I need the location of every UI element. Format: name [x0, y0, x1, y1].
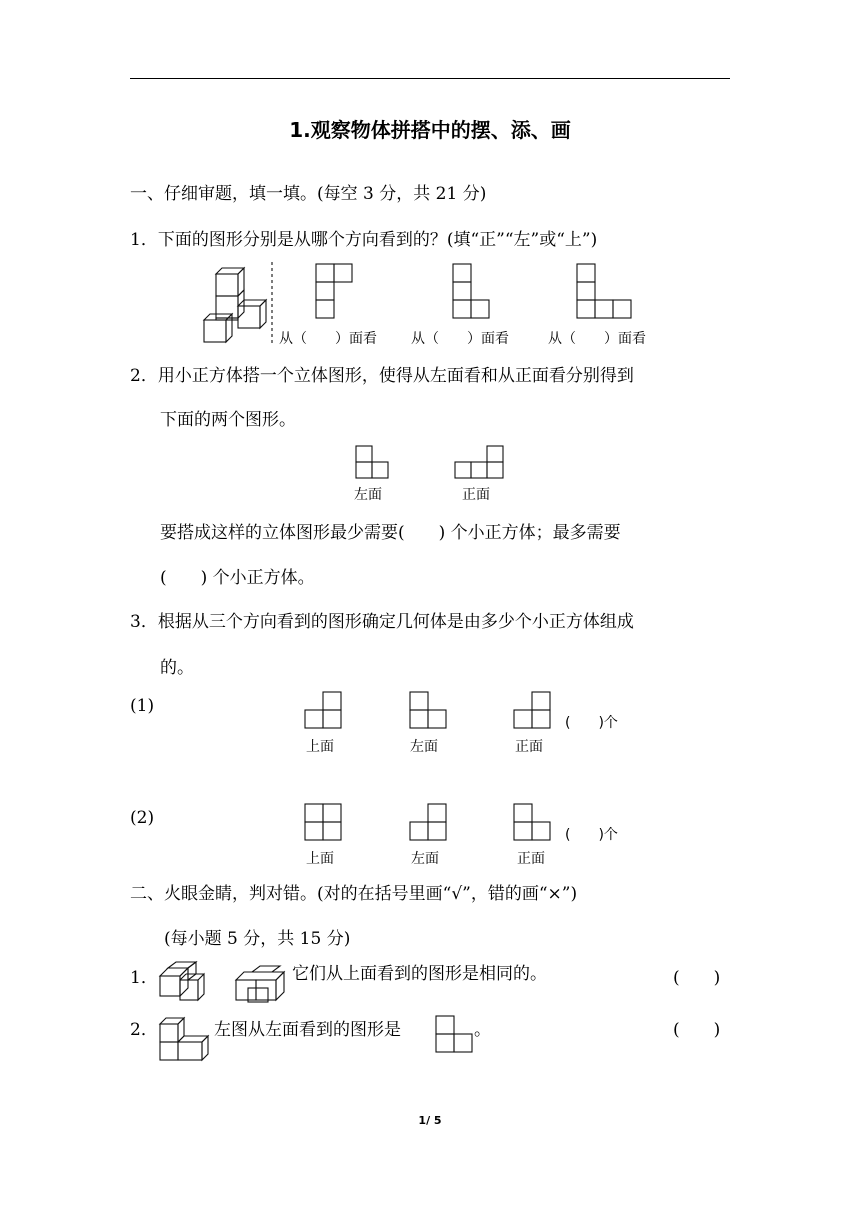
q3-sub1-front-view [514, 692, 554, 732]
q1-isometric-figure [198, 266, 273, 346]
q1-text: 1．下面的图形分别是从哪个方向看到的？(填“正”“左”或“上”) [130, 230, 598, 250]
q3-sub1-label-front: 正面 [515, 739, 543, 755]
s2-q1-figure-a [158, 962, 208, 1004]
q1-blank3[interactable]: 从（ ）面看 [548, 331, 646, 347]
section2-heading-line1: 二、火眼金睛，判对错。(对的在括号里画“√”，错的画“×”) [130, 884, 578, 904]
q2-answer-line2[interactable]: ( ) 个小正方体。 [160, 568, 315, 588]
q3-sub1-num: (1) [130, 696, 155, 716]
q3-sub2-top-view [305, 804, 345, 844]
s2-q2-text-after: 。 [474, 1020, 491, 1040]
q1-blank1[interactable]: 从（ ）面看 [279, 331, 377, 347]
s2-q1-figure-b [234, 966, 292, 1006]
q1-view3-figure [577, 264, 637, 320]
q1-blank2[interactable]: 从（ ）面看 [411, 331, 509, 347]
s2-q2-inline-view [436, 1016, 476, 1056]
q2-front-view-figure [455, 446, 507, 482]
q3-sub1-label-top: 上面 [306, 739, 334, 755]
q3-sub2-label-left: 左面 [411, 851, 439, 867]
q2-text-line1: 2．用小正方体搭一个立体图形，使得从左面看和从正面看分别得到 [130, 366, 634, 386]
q3-sub1-top-view [305, 692, 345, 732]
q2-text-line2: 下面的两个图形。 [160, 410, 296, 430]
q3-text-line2: 的。 [160, 658, 194, 678]
q3-text-line1: 3．根据从三个方向看到的图形确定几何体是由多少个小正方体组成 [130, 612, 634, 632]
s2-q1-num: 1． [130, 968, 158, 988]
q1-view1-figure [316, 264, 356, 320]
section2-heading-line2: (每小题 5 分，共 15 分) [164, 929, 351, 949]
q2-left-view-figure [356, 446, 392, 482]
q1-dashed-divider [270, 262, 274, 346]
page-title: 1.观察物体拼搭中的摆、添、画 [289, 118, 571, 142]
header-rule [130, 78, 730, 79]
s2-q1-paren[interactable]: ( ) [673, 968, 721, 988]
q2-label-front: 正面 [462, 487, 490, 503]
s2-q2-paren[interactable]: ( ) [673, 1020, 721, 1040]
section1-heading: 一、仔细审题，填一填。(每空 3 分，共 21 分) [130, 184, 487, 204]
q3-sub2-front-view [514, 804, 554, 844]
q3-sub1-label-left: 左面 [410, 739, 438, 755]
q3-sub1-blank[interactable]: ( )个 [565, 715, 618, 731]
s2-q1-text: 它们从上面看到的图形是相同的。 [292, 964, 547, 984]
q3-sub2-num: (2) [130, 808, 155, 828]
q3-sub1-left-view [410, 692, 450, 732]
q2-answer-line1[interactable]: 要搭成这样的立体图形最少需要( ) 个小正方体；最多需要 [160, 523, 621, 543]
q2-label-left: 左面 [354, 487, 382, 503]
q3-sub2-left-view [410, 804, 450, 844]
s2-q2-figure [158, 1014, 216, 1064]
page-number: 1/ 5 [418, 1114, 442, 1127]
q3-sub2-label-top: 上面 [306, 851, 334, 867]
s2-q2-num: 2． [130, 1020, 158, 1040]
s2-q2-text-before: 左图从左面看到的图形是 [214, 1020, 401, 1040]
q3-sub2-blank[interactable]: ( )个 [565, 827, 618, 843]
q3-sub2-label-front: 正面 [517, 851, 545, 867]
q1-view2-figure [453, 264, 495, 320]
